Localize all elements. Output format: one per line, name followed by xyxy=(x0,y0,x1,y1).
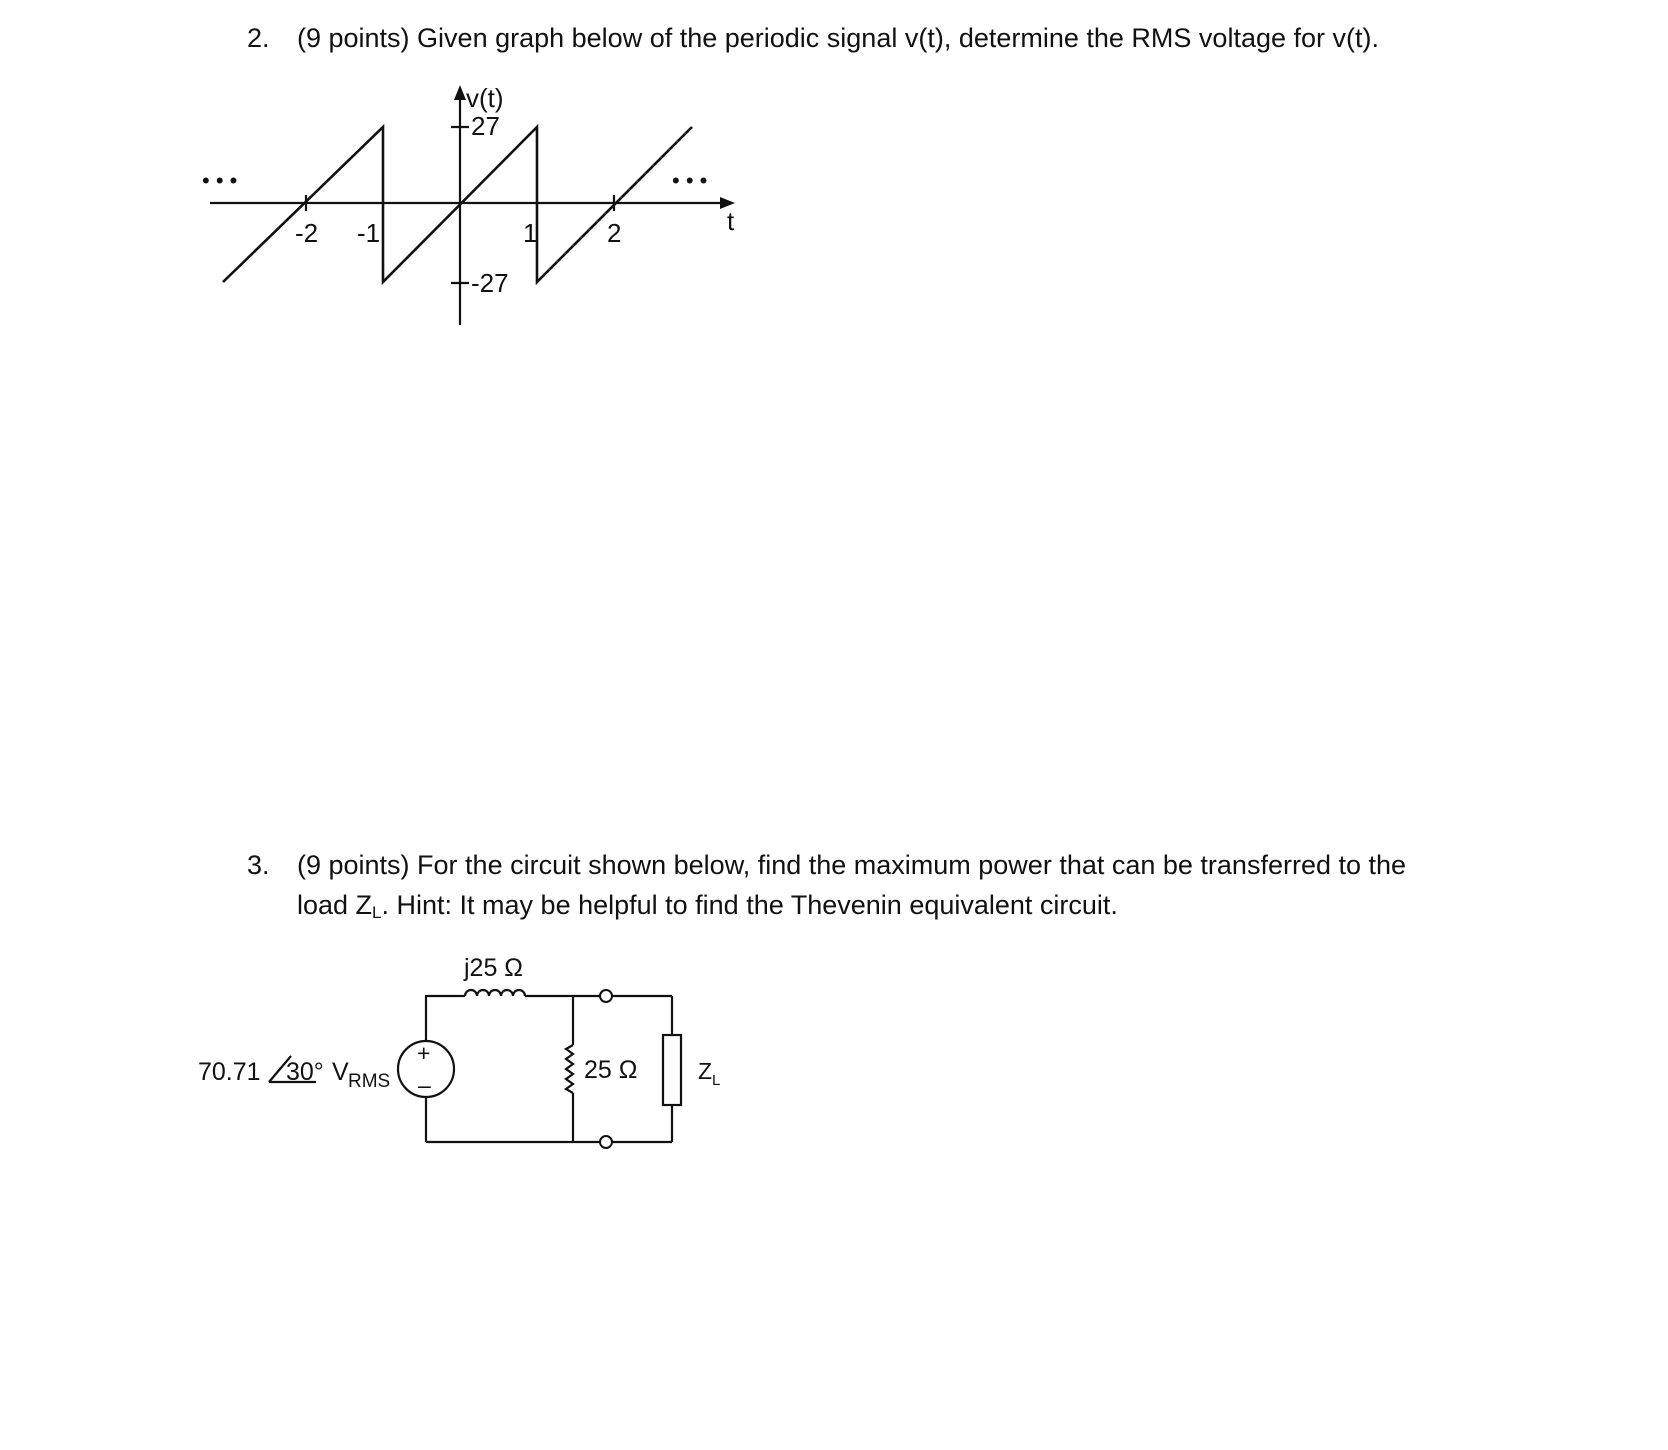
sawtooth-graph xyxy=(180,70,780,340)
minus-sign: – xyxy=(418,1072,431,1098)
source-unit-subscript: RMS xyxy=(348,1071,391,1092)
ellipsis-right: • • • xyxy=(672,168,708,193)
inductor-label: j25 Ω xyxy=(464,954,523,982)
inductor-icon xyxy=(465,990,525,996)
y-axis-label: v(t) xyxy=(466,83,504,113)
question-3-line-2 xyxy=(297,885,1118,933)
source-angle: 30° xyxy=(286,1058,324,1086)
y-max-label: 27 xyxy=(471,111,500,141)
question-3-line-1: (9 points) For the circuit shown below, find the maximum power that can be transferred to the xyxy=(297,850,1407,880)
hint-text: . Hint: It may be helpful to find the Thevenin equivalent circuit. xyxy=(381,890,1118,920)
source-magnitude: 70.71 xyxy=(198,1058,261,1086)
wire-left-top xyxy=(426,996,461,1041)
y-min-label: -27 xyxy=(471,268,509,298)
x-tick-label-2: 2 xyxy=(607,218,622,248)
circuit-diagram xyxy=(180,930,780,1170)
load-subscript: L xyxy=(372,903,382,922)
plus-sign: + xyxy=(417,1040,431,1066)
resistor-icon xyxy=(566,1045,573,1093)
load-impedance-icon xyxy=(663,1035,681,1105)
source-unit: V xyxy=(332,1058,349,1086)
question-2-text: (9 points) Given graph below of the periodic signal v(t), determine the RMS voltage for v(t). xyxy=(297,23,1379,53)
load-text: load Z xyxy=(297,890,373,920)
x-tick-label-1: 1 xyxy=(523,218,538,248)
x-tick-label-neg2: -2 xyxy=(295,218,319,248)
terminal-top-icon xyxy=(600,990,612,1002)
ellipsis-left: • • • xyxy=(202,168,238,193)
question-3-number: 3. xyxy=(247,850,270,880)
load-label-subscript: L xyxy=(712,1072,721,1089)
y-axis-arrow-icon xyxy=(454,85,466,100)
x-tick-label-neg1: -1 xyxy=(357,218,381,248)
load-label: Z xyxy=(698,1058,713,1084)
x-axis-label: t xyxy=(727,206,735,236)
sawtooth-wave xyxy=(223,127,692,282)
question-2-number: 2. xyxy=(247,23,270,53)
resistor-label: 25 Ω xyxy=(584,1056,638,1084)
terminal-bottom-icon xyxy=(600,1136,612,1148)
